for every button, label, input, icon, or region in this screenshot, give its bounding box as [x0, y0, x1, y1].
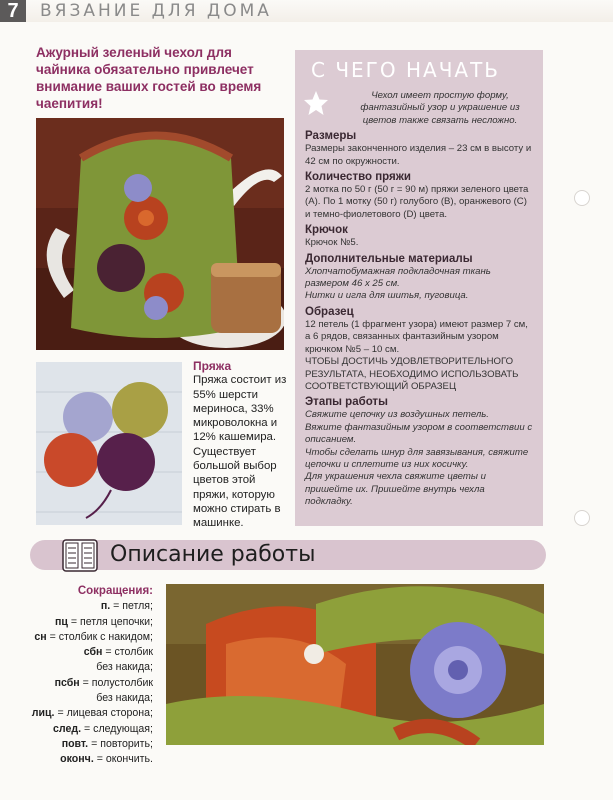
description-title: Описание работы — [110, 542, 316, 567]
hook-text: Крючок №5. — [305, 237, 359, 249]
gauge-caps: ЧТОБЫ ДОСТИЧЬ УДОВЛЕТВОРИТЕЛЬНОГО РЕЗУЛЬТАТА, НЕОБХОДИМО ИСПОЛЬЗОВАТЬ СООТВЕТСТВУЮЩИЙ ОБРАЗЕЦ — [305, 356, 519, 392]
step-1: Свяжите цепочку из воздушных петель. — [305, 409, 489, 421]
steps-heading: Этапы работы — [305, 396, 388, 409]
yarn-amount-heading: Количество пряжи — [305, 171, 411, 184]
gauge-heading: Образец — [305, 305, 354, 318]
list-item: п. = петля; — [100, 600, 153, 613]
binder-hole — [574, 190, 590, 206]
step-3: Чтобы сделать шнур для завязывания, свяжите цепочки и сплетите из них косичку. — [305, 446, 529, 470]
materials-heading: Дополнительные материалы — [305, 252, 473, 265]
hook-heading: Крючок — [305, 224, 348, 237]
pattern-chart-icon — [62, 539, 98, 572]
list-item: без накида; — [96, 661, 153, 674]
list-item: сн = столбик с накидом; — [34, 630, 153, 643]
list-item: лиц. = лицевая сторона; — [31, 707, 153, 720]
list-item: след. = следующая; — [53, 722, 153, 735]
step-2: Вяжите фантазийным узором в соответствии с описанием. — [305, 421, 533, 446]
yarn-note — [193, 359, 287, 531]
list-item: без накида; — [96, 692, 153, 705]
yarn-note-text: Пряжа состоит из 55% шерсти мериноса, 33% микроволокна и 12% кашемира. Существует большой выбор цветов этой пряжи, которую можно стирать в машинке. — [193, 374, 287, 530]
list-item: повт. = повторить; — [61, 737, 153, 750]
sizes-text: Размеры законченного изделия – 23 см в высоту и 42 см по окружности. — [305, 143, 532, 167]
materials-text-1: Хлопчатобумажная подкладочная ткань размером 46 x 25 см. — [305, 265, 491, 290]
crochet-flower-closeup-photo — [166, 584, 544, 745]
abbreviations-list — [20, 584, 153, 768]
page-number: 7 — [0, 0, 26, 22]
list-item: сбн = столбик — [83, 646, 153, 659]
star-icon — [303, 90, 329, 116]
section-title: ВЯЗАНИЕ ДЛЯ ДОМА — [40, 1, 272, 21]
list-item: псбн = полустолбик — [54, 676, 153, 689]
list-item: оконч. = окончить. — [60, 753, 153, 766]
intro-text: Ажурный зеленый чехол для чайника обязательно привлечет внимание ваших гостей во время чаепития! — [36, 45, 262, 111]
getting-started-box — [295, 50, 543, 526]
materials-text-2: Нитки и игла для шитья, пуговица. — [305, 290, 469, 302]
teapot-cozy-photo — [36, 118, 284, 350]
binder-hole — [574, 510, 590, 526]
yarn-balls-photo — [36, 362, 182, 525]
box-lead: Чехол имеет простую форму, фантазийный узор и украшение из цветов также связать несложно. — [360, 90, 520, 126]
sizes-heading: Размеры — [305, 130, 357, 143]
list-item: пц = петля цепочки; — [54, 615, 153, 628]
abbreviations-title: Сокращения: — [77, 585, 153, 597]
step-4: Для украшения чехла свяжите цветы и пришейте их. Пришейте внутрь чехла подкладку. — [305, 471, 486, 508]
yarn-note-title: Пряжа — [193, 359, 232, 373]
yarn-amount-text: 2 мотка по 50 г (50 г = 90 м) пряжи зеленого цвета (A). По 1 мотку (50 г) голубого (B), оранжевого (C) и темно-фиолетового (D) цвета. — [305, 184, 529, 220]
box-title: С ЧЕГО НАЧАТЬ — [311, 58, 501, 82]
gauge-text: 12 петель (1 фрагмент узора) имеют размер 7 см, а 6 рядов, связанных фантазийным узором крючком №5 – 10 см. — [305, 318, 528, 355]
